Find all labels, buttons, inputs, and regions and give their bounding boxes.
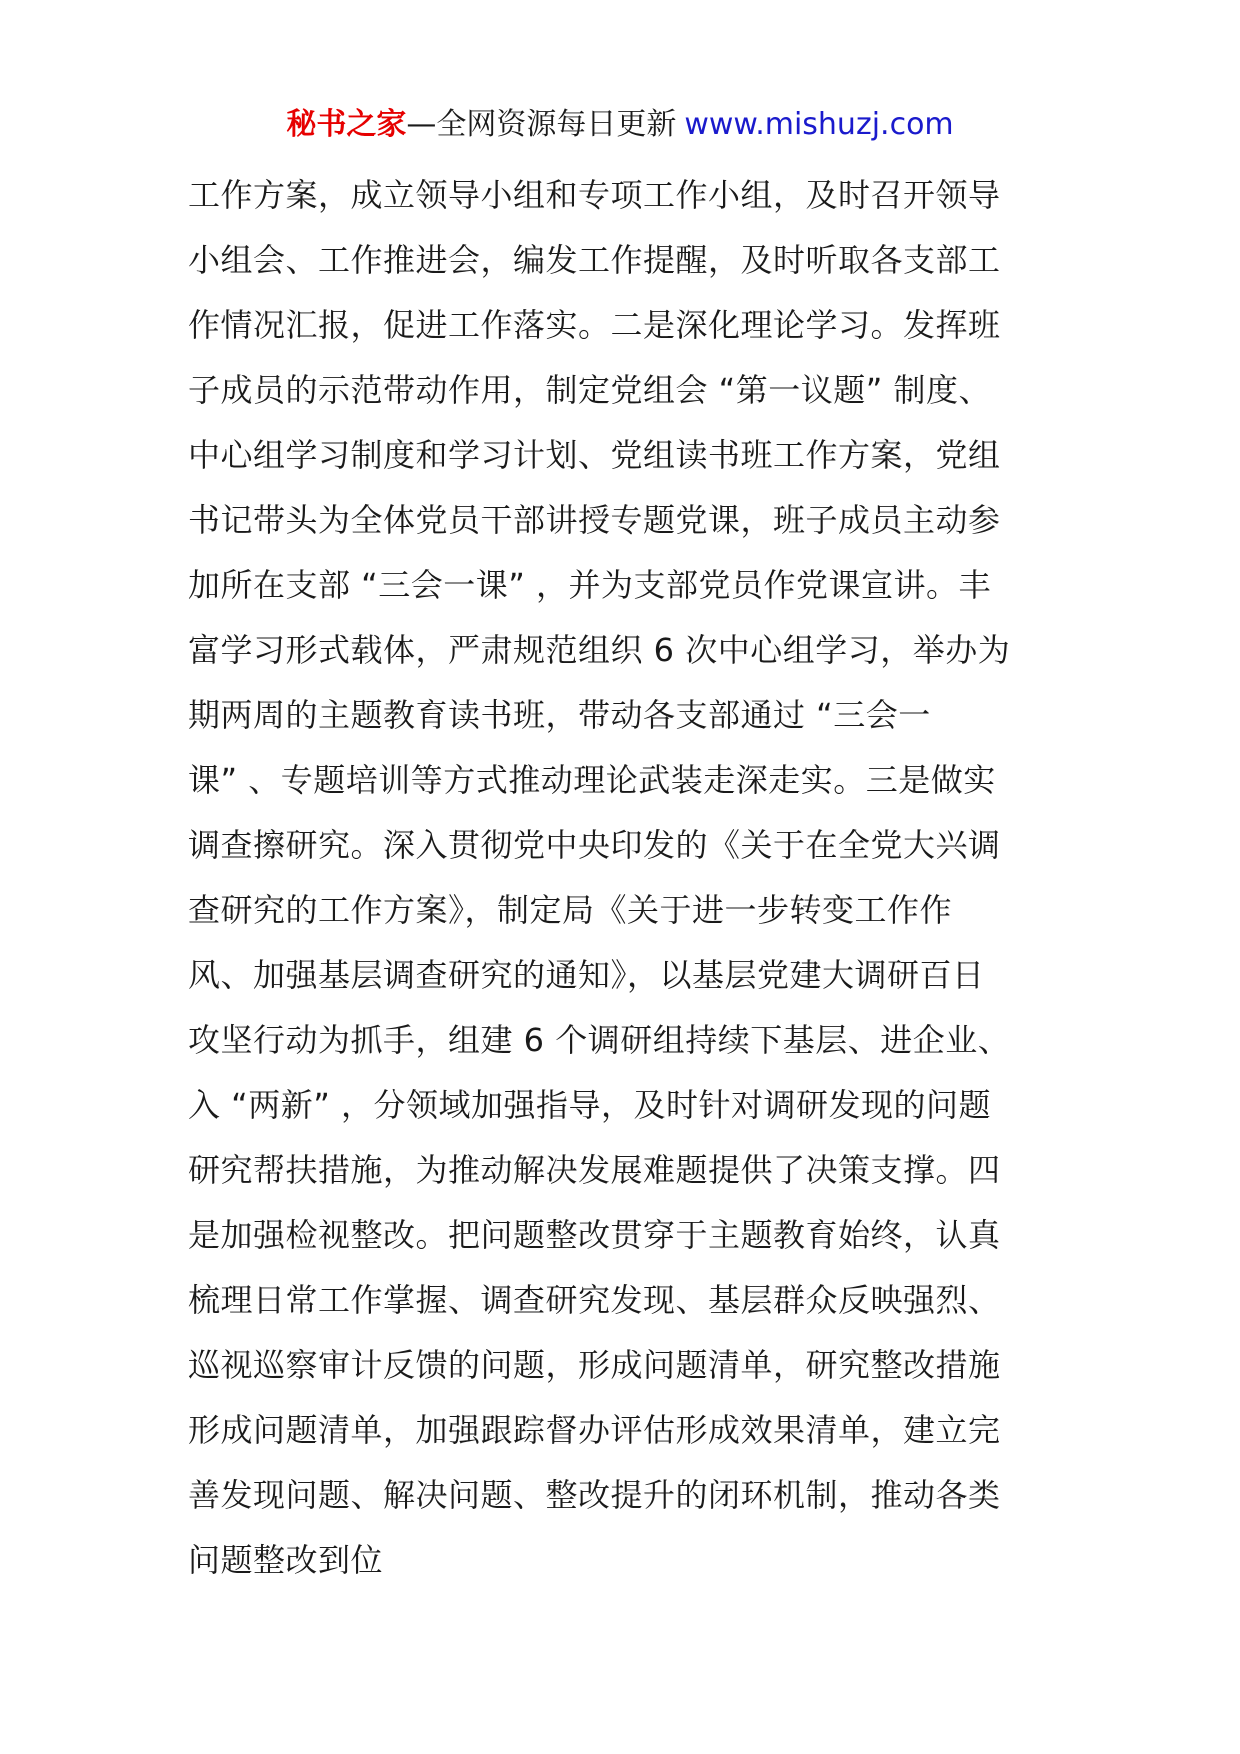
website-link[interactable]: www.mishuzj.com: [684, 107, 954, 142]
body-line: 善发现问题、解决问题、整改提升的闭环机制，推动各类: [188, 1476, 1001, 1514]
body-line: 入 “两新” ，分领域加强指导，及时针对调研发现的问题: [188, 1086, 992, 1124]
body-line: 梳理日常工作掌握、调查研究发现、基层群众反映强烈、: [188, 1281, 1001, 1319]
body-line: 课” 、专题培训等方式推动理论武装走深走实。三是做实: [188, 761, 996, 799]
body-line: 形成问题清单，加强跟踪督办评估形成效果清单，建立完: [188, 1411, 1001, 1449]
body-line: 攻坚行动为抓手，组建 6 个调研组持续下基层、进企业、: [188, 1021, 1011, 1059]
body-line: 问题整改到位: [188, 1541, 384, 1579]
body-line: 查研究的工作方案》，制定局《关于进一步转变工作作: [188, 891, 953, 929]
body-line: 工作方案，成立领导小组和专项工作小组，及时召开领导: [188, 176, 1001, 214]
page-header: [0, 100, 1240, 150]
document-body: [188, 163, 1068, 1593]
body-line: 巡视巡察审计反馈的问题，形成问题清单，研究整改措施: [188, 1346, 1001, 1384]
brand-name: 秘书之家: [286, 107, 407, 142]
body-line: 小组会、工作推进会，编发工作提醒，及时听取各支部工: [188, 241, 1001, 279]
body-line: 风、加强基层调查研究的通知》，以基层党建大调研百日: [188, 956, 985, 994]
body-line: 调查擦研究。深入贯彻党中央印发的《关于在全党大兴调: [188, 826, 1001, 864]
body-line: 是加强检视整改。把问题整改贯穿于主题教育始终，认真: [188, 1216, 1001, 1254]
header-slogan: —全网资源每日更新: [406, 107, 677, 142]
body-line: 加所在支部 “三会一课” ，并为支部党员作党课宣讲。丰: [188, 566, 992, 604]
body-line: 中心组学习制度和学习计划、党组读书班工作方案，党组: [188, 436, 1001, 474]
body-line: 书记带头为全体党员干部讲授专题党课，班子成员主动参: [188, 501, 1001, 539]
body-line: 富学习形式载体，严肃规范组织 6 次中心组学习，举办为: [188, 631, 1011, 669]
body-line: 作情况汇报，促进工作落实。二是深化理论学习。发挥班: [188, 306, 1001, 344]
body-line: 期两周的主题教育读书班，带动各支部通过 “三会一: [188, 696, 931, 734]
body-line: 研究帮扶措施，为推动解决发展难题提供了决策支撑。四: [188, 1151, 1001, 1189]
body-line: 子成员的示范带动作用，制定党组会 “第一议题” 制度、: [188, 371, 992, 409]
